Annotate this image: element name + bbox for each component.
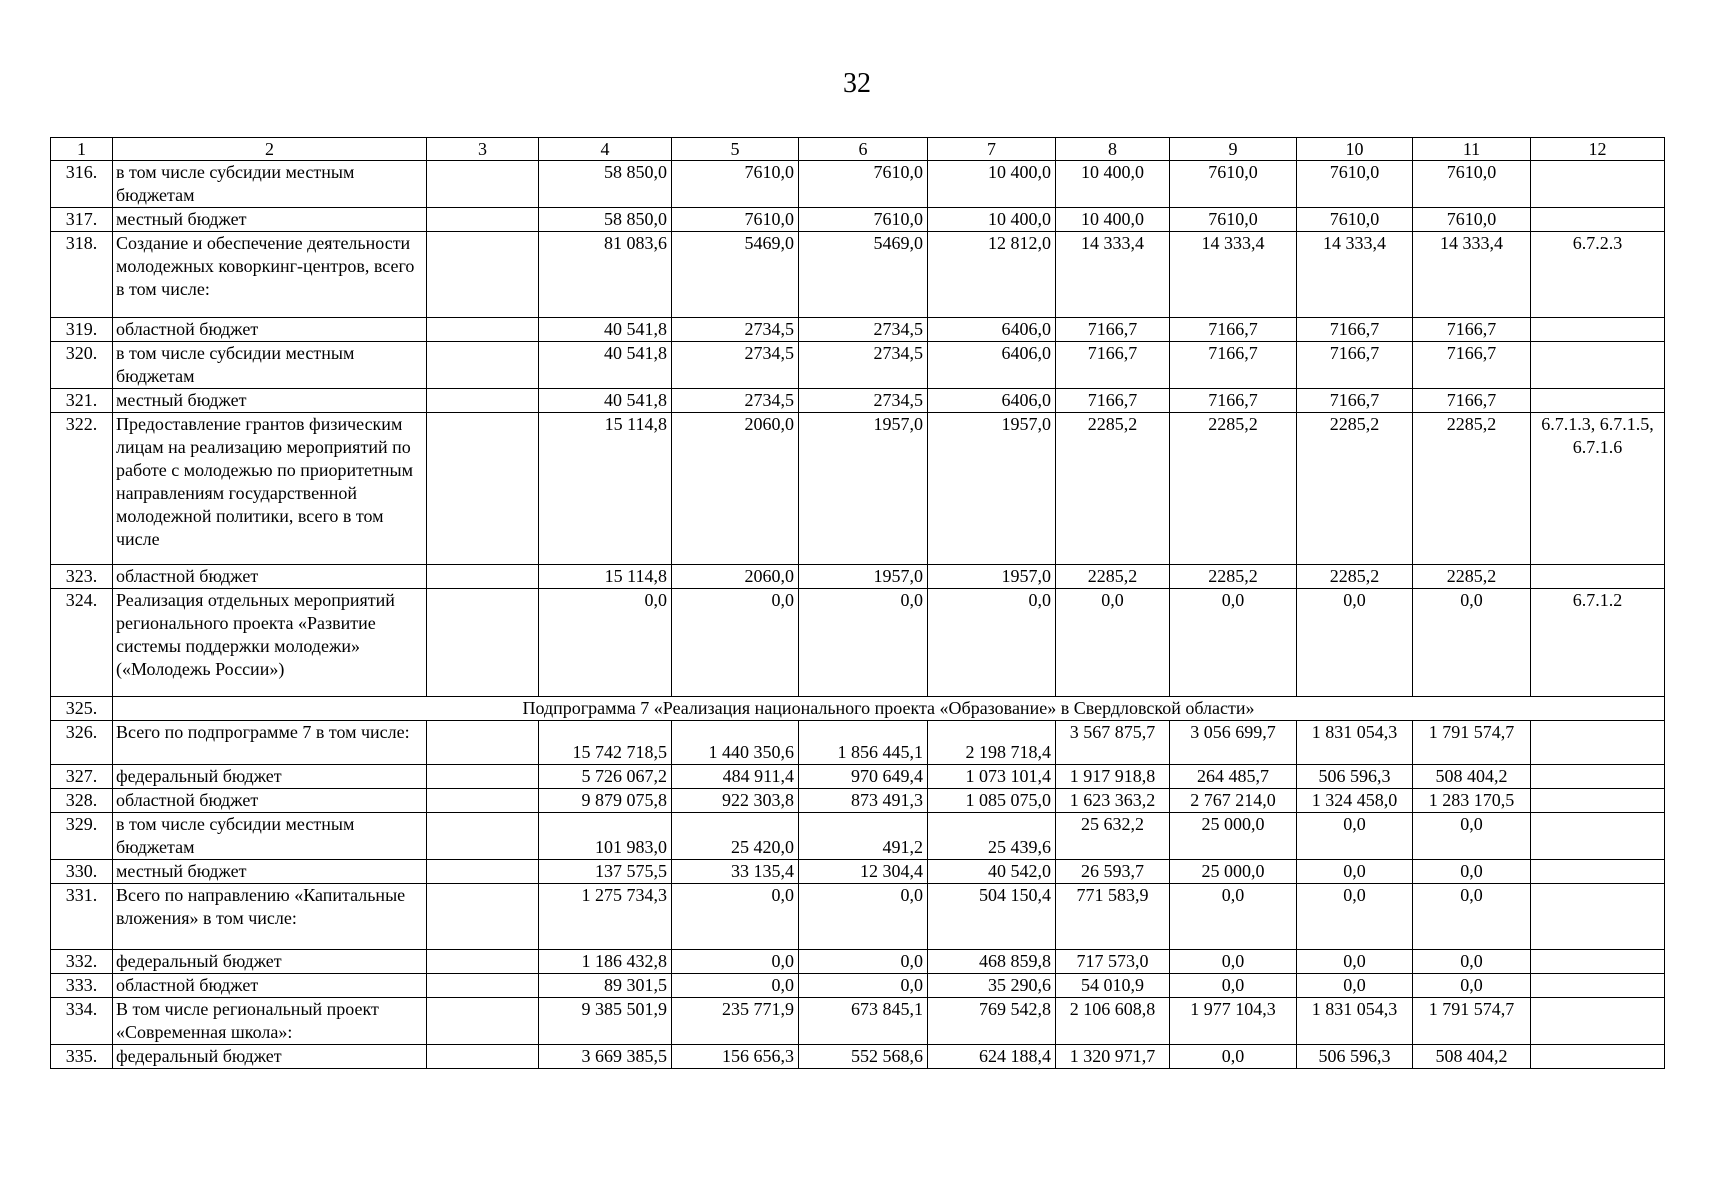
cell-col-7: 1 085 075,0 bbox=[928, 789, 1056, 813]
row-name: местный бюджет bbox=[113, 208, 427, 232]
cell-col-3 bbox=[427, 950, 539, 974]
cell-col-10: 0,0 bbox=[1297, 813, 1413, 860]
cell-col-8: 10 400,0 bbox=[1056, 161, 1170, 208]
row-name: в том числе субсидии местным бюджетам bbox=[113, 813, 427, 860]
column-header: 1 bbox=[51, 138, 113, 161]
cell-col-9: 3 056 699,7 bbox=[1170, 721, 1297, 765]
cell-col-3 bbox=[427, 1045, 539, 1069]
cell-col-3 bbox=[427, 884, 539, 950]
cell-col-5: 922 303,8 bbox=[672, 789, 799, 813]
cell-col-8: 26 593,7 bbox=[1056, 860, 1170, 884]
cell-col-8: 1 917 918,8 bbox=[1056, 765, 1170, 789]
cell-col-10: 1 831 054,3 bbox=[1297, 721, 1413, 765]
row-name: Всего по направлению «Капитальные вложения» в том числе: bbox=[113, 884, 427, 950]
column-header: 11 bbox=[1413, 138, 1531, 161]
page-number: 32 bbox=[843, 68, 871, 99]
cell-col-7: 40 542,0 bbox=[928, 860, 1056, 884]
row-number: 326. bbox=[51, 721, 113, 765]
table-row bbox=[51, 565, 1665, 589]
column-header: 8 bbox=[1056, 138, 1170, 161]
cell-col-5: 7610,0 bbox=[672, 161, 799, 208]
cell-col-6: 970 649,4 bbox=[799, 765, 928, 789]
row-name: областной бюджет bbox=[113, 565, 427, 589]
cell-col-12 bbox=[1531, 789, 1665, 813]
cell-col-5: 33 135,4 bbox=[672, 860, 799, 884]
cell-col-7: 6406,0 bbox=[928, 318, 1056, 342]
table-row bbox=[51, 789, 1665, 813]
cell-col-12 bbox=[1531, 860, 1665, 884]
row-number: 325. bbox=[51, 697, 113, 721]
cell-col-8: 717 573,0 bbox=[1056, 950, 1170, 974]
row-name: федеральный бюджет bbox=[113, 765, 427, 789]
cell-col-8: 2285,2 bbox=[1056, 565, 1170, 589]
row-name: В том числе региональный проект «Современная школа»: bbox=[113, 998, 427, 1045]
table-row bbox=[51, 389, 1665, 413]
cell-col-5: 1 440 350,6 bbox=[672, 721, 799, 765]
table-row bbox=[51, 721, 1665, 765]
row-name: местный бюджет bbox=[113, 860, 427, 884]
cell-col-3 bbox=[427, 208, 539, 232]
header-row bbox=[51, 138, 1665, 161]
table-row bbox=[51, 413, 1665, 565]
cell-col-5: 2060,0 bbox=[672, 565, 799, 589]
table-row bbox=[51, 318, 1665, 342]
cell-col-9: 14 333,4 bbox=[1170, 232, 1297, 318]
cell-col-10: 506 596,3 bbox=[1297, 765, 1413, 789]
cell-col-3 bbox=[427, 813, 539, 860]
cell-col-7: 1957,0 bbox=[928, 565, 1056, 589]
cell-col-11: 508 404,2 bbox=[1413, 765, 1531, 789]
cell-col-6: 2734,5 bbox=[799, 318, 928, 342]
cell-col-7: 10 400,0 bbox=[928, 161, 1056, 208]
row-number: 328. bbox=[51, 789, 113, 813]
row-name: областной бюджет bbox=[113, 789, 427, 813]
cell-col-5: 5469,0 bbox=[672, 232, 799, 318]
cell-col-3 bbox=[427, 860, 539, 884]
cell-col-9: 0,0 bbox=[1170, 589, 1297, 697]
cell-col-4: 137 575,5 bbox=[539, 860, 672, 884]
cell-col-6: 1957,0 bbox=[799, 413, 928, 565]
cell-col-7: 0,0 bbox=[928, 589, 1056, 697]
row-number: 335. bbox=[51, 1045, 113, 1069]
cell-col-10: 1 831 054,3 bbox=[1297, 998, 1413, 1045]
cell-col-3 bbox=[427, 565, 539, 589]
column-header: 12 bbox=[1531, 138, 1665, 161]
cell-col-10: 2285,2 bbox=[1297, 565, 1413, 589]
cell-col-9: 25 000,0 bbox=[1170, 860, 1297, 884]
cell-col-7: 12 812,0 bbox=[928, 232, 1056, 318]
cell-col-3 bbox=[427, 589, 539, 697]
cell-col-6: 1957,0 bbox=[799, 565, 928, 589]
cell-col-4: 15 742 718,5 bbox=[539, 721, 672, 765]
cell-col-7: 10 400,0 bbox=[928, 208, 1056, 232]
cell-col-6: 1 856 445,1 bbox=[799, 721, 928, 765]
cell-col-11: 0,0 bbox=[1413, 860, 1531, 884]
cell-col-8: 25 632,2 bbox=[1056, 813, 1170, 860]
cell-col-5: 0,0 bbox=[672, 950, 799, 974]
cell-col-4: 9 879 075,8 bbox=[539, 789, 672, 813]
table-row bbox=[51, 998, 1665, 1045]
cell-col-11: 2285,2 bbox=[1413, 565, 1531, 589]
cell-col-10: 7610,0 bbox=[1297, 161, 1413, 208]
cell-col-4: 5 726 067,2 bbox=[539, 765, 672, 789]
row-number: 334. bbox=[51, 998, 113, 1045]
cell-col-10: 0,0 bbox=[1297, 950, 1413, 974]
cell-col-4: 40 541,8 bbox=[539, 342, 672, 389]
column-header: 7 bbox=[928, 138, 1056, 161]
cell-col-5: 2060,0 bbox=[672, 413, 799, 565]
row-name: Предоставление грантов физическим лицам на реализацию мероприятий по работе с молодежью по приоритетным направлениям государственной молодежной политики, всего в том числе bbox=[113, 413, 427, 565]
cell-col-8: 2285,2 bbox=[1056, 413, 1170, 565]
row-name: областной бюджет bbox=[113, 974, 427, 998]
cell-col-12 bbox=[1531, 342, 1665, 389]
cell-col-9: 7166,7 bbox=[1170, 342, 1297, 389]
cell-col-12: 6.7.2.3 bbox=[1531, 232, 1665, 318]
cell-col-8: 10 400,0 bbox=[1056, 208, 1170, 232]
cell-col-4: 1 275 734,3 bbox=[539, 884, 672, 950]
cell-col-8: 2 106 608,8 bbox=[1056, 998, 1170, 1045]
cell-col-8: 7166,7 bbox=[1056, 342, 1170, 389]
table-row bbox=[51, 860, 1665, 884]
cell-col-9: 7610,0 bbox=[1170, 208, 1297, 232]
cell-col-6: 0,0 bbox=[799, 974, 928, 998]
cell-col-8: 54 010,9 bbox=[1056, 974, 1170, 998]
cell-col-6: 2734,5 bbox=[799, 389, 928, 413]
cell-col-4: 0,0 bbox=[539, 589, 672, 697]
cell-col-12 bbox=[1531, 389, 1665, 413]
table-row bbox=[51, 208, 1665, 232]
row-name: федеральный бюджет bbox=[113, 950, 427, 974]
cell-col-4: 1 186 432,8 bbox=[539, 950, 672, 974]
row-number: 329. bbox=[51, 813, 113, 860]
cell-col-10: 0,0 bbox=[1297, 974, 1413, 998]
cell-col-10: 7166,7 bbox=[1297, 389, 1413, 413]
cell-col-7: 6406,0 bbox=[928, 389, 1056, 413]
column-header: 10 bbox=[1297, 138, 1413, 161]
cell-col-7: 35 290,6 bbox=[928, 974, 1056, 998]
section-title: Подпрограмма 7 «Реализация национального проекта «Образование» в Свердловской области» bbox=[113, 697, 1665, 721]
row-number: 316. bbox=[51, 161, 113, 208]
cell-col-12 bbox=[1531, 1045, 1665, 1069]
cell-col-10: 7166,7 bbox=[1297, 318, 1413, 342]
cell-col-7: 25 439,6 bbox=[928, 813, 1056, 860]
cell-col-9: 0,0 bbox=[1170, 1045, 1297, 1069]
cell-col-5: 156 656,3 bbox=[672, 1045, 799, 1069]
table-row bbox=[51, 589, 1665, 697]
cell-col-11: 508 404,2 bbox=[1413, 1045, 1531, 1069]
cell-col-9: 7166,7 bbox=[1170, 389, 1297, 413]
cell-col-5: 0,0 bbox=[672, 974, 799, 998]
row-name: областной бюджет bbox=[113, 318, 427, 342]
cell-col-4: 40 541,8 bbox=[539, 389, 672, 413]
row-number: 318. bbox=[51, 232, 113, 318]
cell-col-4: 58 850,0 bbox=[539, 161, 672, 208]
cell-col-4: 81 083,6 bbox=[539, 232, 672, 318]
cell-col-9: 2285,2 bbox=[1170, 565, 1297, 589]
row-number: 332. bbox=[51, 950, 113, 974]
cell-col-6: 5469,0 bbox=[799, 232, 928, 318]
cell-col-12 bbox=[1531, 208, 1665, 232]
cell-col-9: 7610,0 bbox=[1170, 161, 1297, 208]
cell-col-3 bbox=[427, 765, 539, 789]
row-name: Создание и обеспечение деятельности молодежных коворкинг-центров, всего в том числе: bbox=[113, 232, 427, 318]
cell-col-6: 7610,0 bbox=[799, 208, 928, 232]
cell-col-4: 58 850,0 bbox=[539, 208, 672, 232]
cell-col-5: 484 911,4 bbox=[672, 765, 799, 789]
cell-col-5: 25 420,0 bbox=[672, 813, 799, 860]
cell-col-11: 1 791 574,7 bbox=[1413, 998, 1531, 1045]
column-header: 5 bbox=[672, 138, 799, 161]
cell-col-8: 3 567 875,7 bbox=[1056, 721, 1170, 765]
row-name: Всего по подпрограмме 7 в том числе: bbox=[113, 721, 427, 765]
cell-col-6: 7610,0 bbox=[799, 161, 928, 208]
cell-col-6: 552 568,6 bbox=[799, 1045, 928, 1069]
cell-col-7: 468 859,8 bbox=[928, 950, 1056, 974]
cell-col-11: 0,0 bbox=[1413, 813, 1531, 860]
cell-col-10: 0,0 bbox=[1297, 860, 1413, 884]
cell-col-11: 0,0 bbox=[1413, 950, 1531, 974]
cell-col-8: 771 583,9 bbox=[1056, 884, 1170, 950]
cell-col-12 bbox=[1531, 998, 1665, 1045]
cell-col-6: 2734,5 bbox=[799, 342, 928, 389]
cell-col-9: 7166,7 bbox=[1170, 318, 1297, 342]
row-number: 330. bbox=[51, 860, 113, 884]
cell-col-4: 15 114,8 bbox=[539, 413, 672, 565]
cell-col-6: 0,0 bbox=[799, 589, 928, 697]
column-header: 9 bbox=[1170, 138, 1297, 161]
budget-table bbox=[50, 137, 1665, 1069]
cell-col-12 bbox=[1531, 565, 1665, 589]
cell-col-3 bbox=[427, 342, 539, 389]
cell-col-5: 2734,5 bbox=[672, 318, 799, 342]
cell-col-9: 1 977 104,3 bbox=[1170, 998, 1297, 1045]
cell-col-8: 7166,7 bbox=[1056, 318, 1170, 342]
cell-col-11: 2285,2 bbox=[1413, 413, 1531, 565]
cell-col-3 bbox=[427, 789, 539, 813]
cell-col-5: 0,0 bbox=[672, 884, 799, 950]
cell-col-7: 769 542,8 bbox=[928, 998, 1056, 1045]
cell-col-5: 0,0 bbox=[672, 589, 799, 697]
cell-col-6: 12 304,4 bbox=[799, 860, 928, 884]
cell-col-11: 1 791 574,7 bbox=[1413, 721, 1531, 765]
cell-col-6: 673 845,1 bbox=[799, 998, 928, 1045]
table-row bbox=[51, 974, 1665, 998]
cell-col-12 bbox=[1531, 721, 1665, 765]
cell-col-11: 7610,0 bbox=[1413, 208, 1531, 232]
cell-col-10: 506 596,3 bbox=[1297, 1045, 1413, 1069]
cell-col-8: 14 333,4 bbox=[1056, 232, 1170, 318]
cell-col-7: 1957,0 bbox=[928, 413, 1056, 565]
cell-col-4: 15 114,8 bbox=[539, 565, 672, 589]
cell-col-10: 14 333,4 bbox=[1297, 232, 1413, 318]
cell-col-10: 0,0 bbox=[1297, 884, 1413, 950]
cell-col-3 bbox=[427, 998, 539, 1045]
cell-col-7: 1 073 101,4 bbox=[928, 765, 1056, 789]
row-number: 324. bbox=[51, 589, 113, 697]
cell-col-6: 0,0 bbox=[799, 950, 928, 974]
cell-col-4: 9 385 501,9 bbox=[539, 998, 672, 1045]
cell-col-4: 3 669 385,5 bbox=[539, 1045, 672, 1069]
row-number: 333. bbox=[51, 974, 113, 998]
table-row bbox=[51, 161, 1665, 208]
cell-col-8: 1 623 363,2 bbox=[1056, 789, 1170, 813]
row-name: Реализация отдельных мероприятий регионального проекта «Развитие системы поддержки молодежи» («Молодежь России») bbox=[113, 589, 427, 697]
table-row bbox=[51, 697, 1665, 721]
cell-col-9: 0,0 bbox=[1170, 974, 1297, 998]
cell-col-8: 0,0 bbox=[1056, 589, 1170, 697]
cell-col-12 bbox=[1531, 161, 1665, 208]
cell-col-6: 491,2 bbox=[799, 813, 928, 860]
row-number: 331. bbox=[51, 884, 113, 950]
table-row bbox=[51, 1045, 1665, 1069]
cell-col-3 bbox=[427, 389, 539, 413]
table-row bbox=[51, 950, 1665, 974]
row-name: в том числе субсидии местным бюджетам bbox=[113, 161, 427, 208]
cell-col-11: 0,0 bbox=[1413, 884, 1531, 950]
cell-col-11: 0,0 bbox=[1413, 589, 1531, 697]
cell-col-7: 6406,0 bbox=[928, 342, 1056, 389]
row-number: 317. bbox=[51, 208, 113, 232]
cell-col-6: 0,0 bbox=[799, 884, 928, 950]
cell-col-12: 6.7.1.3, 6.7.1.5, 6.7.1.6 bbox=[1531, 413, 1665, 565]
cell-col-5: 235 771,9 bbox=[672, 998, 799, 1045]
cell-col-10: 7166,7 bbox=[1297, 342, 1413, 389]
cell-col-3 bbox=[427, 161, 539, 208]
table-row bbox=[51, 765, 1665, 789]
row-number: 320. bbox=[51, 342, 113, 389]
cell-col-11: 7610,0 bbox=[1413, 161, 1531, 208]
cell-col-11: 7166,7 bbox=[1413, 342, 1531, 389]
cell-col-11: 7166,7 bbox=[1413, 389, 1531, 413]
table-row bbox=[51, 813, 1665, 860]
cell-col-4: 89 301,5 bbox=[539, 974, 672, 998]
table-row bbox=[51, 884, 1665, 950]
row-number: 321. bbox=[51, 389, 113, 413]
row-number: 319. bbox=[51, 318, 113, 342]
cell-col-12 bbox=[1531, 765, 1665, 789]
cell-col-7: 504 150,4 bbox=[928, 884, 1056, 950]
cell-col-11: 1 283 170,5 bbox=[1413, 789, 1531, 813]
column-header: 6 bbox=[799, 138, 928, 161]
cell-col-12: 6.7.1.2 bbox=[1531, 589, 1665, 697]
row-name: местный бюджет bbox=[113, 389, 427, 413]
cell-col-12 bbox=[1531, 318, 1665, 342]
cell-col-9: 25 000,0 bbox=[1170, 813, 1297, 860]
cell-col-9: 0,0 bbox=[1170, 950, 1297, 974]
cell-col-9: 0,0 bbox=[1170, 884, 1297, 950]
cell-col-10: 7610,0 bbox=[1297, 208, 1413, 232]
cell-col-11: 0,0 bbox=[1413, 974, 1531, 998]
cell-col-10: 0,0 bbox=[1297, 589, 1413, 697]
cell-col-7: 624 188,4 bbox=[928, 1045, 1056, 1069]
column-header: 3 bbox=[427, 138, 539, 161]
cell-col-3 bbox=[427, 318, 539, 342]
cell-col-11: 7166,7 bbox=[1413, 318, 1531, 342]
cell-col-9: 264 485,7 bbox=[1170, 765, 1297, 789]
cell-col-5: 7610,0 bbox=[672, 208, 799, 232]
cell-col-12 bbox=[1531, 884, 1665, 950]
cell-col-3 bbox=[427, 413, 539, 565]
cell-col-12 bbox=[1531, 813, 1665, 860]
cell-col-3 bbox=[427, 721, 539, 765]
cell-col-12 bbox=[1531, 974, 1665, 998]
cell-col-7: 2 198 718,4 bbox=[928, 721, 1056, 765]
row-name: федеральный бюджет bbox=[113, 1045, 427, 1069]
cell-col-10: 1 324 458,0 bbox=[1297, 789, 1413, 813]
cell-col-9: 2 767 214,0 bbox=[1170, 789, 1297, 813]
cell-col-5: 2734,5 bbox=[672, 342, 799, 389]
cell-col-11: 14 333,4 bbox=[1413, 232, 1531, 318]
cell-col-6: 873 491,3 bbox=[799, 789, 928, 813]
cell-col-3 bbox=[427, 974, 539, 998]
cell-col-12 bbox=[1531, 950, 1665, 974]
cell-col-10: 2285,2 bbox=[1297, 413, 1413, 565]
cell-col-8: 1 320 971,7 bbox=[1056, 1045, 1170, 1069]
cell-col-5: 2734,5 bbox=[672, 389, 799, 413]
cell-col-3 bbox=[427, 232, 539, 318]
table-row bbox=[51, 342, 1665, 389]
row-number: 323. bbox=[51, 565, 113, 589]
row-name: в том числе субсидии местным бюджетам bbox=[113, 342, 427, 389]
cell-col-4: 40 541,8 bbox=[539, 318, 672, 342]
cell-col-9: 2285,2 bbox=[1170, 413, 1297, 565]
column-header: 2 bbox=[113, 138, 427, 161]
row-number: 322. bbox=[51, 413, 113, 565]
row-number: 327. bbox=[51, 765, 113, 789]
table-row bbox=[51, 232, 1665, 318]
cell-col-4: 101 983,0 bbox=[539, 813, 672, 860]
column-header: 4 bbox=[539, 138, 672, 161]
cell-col-8: 7166,7 bbox=[1056, 389, 1170, 413]
